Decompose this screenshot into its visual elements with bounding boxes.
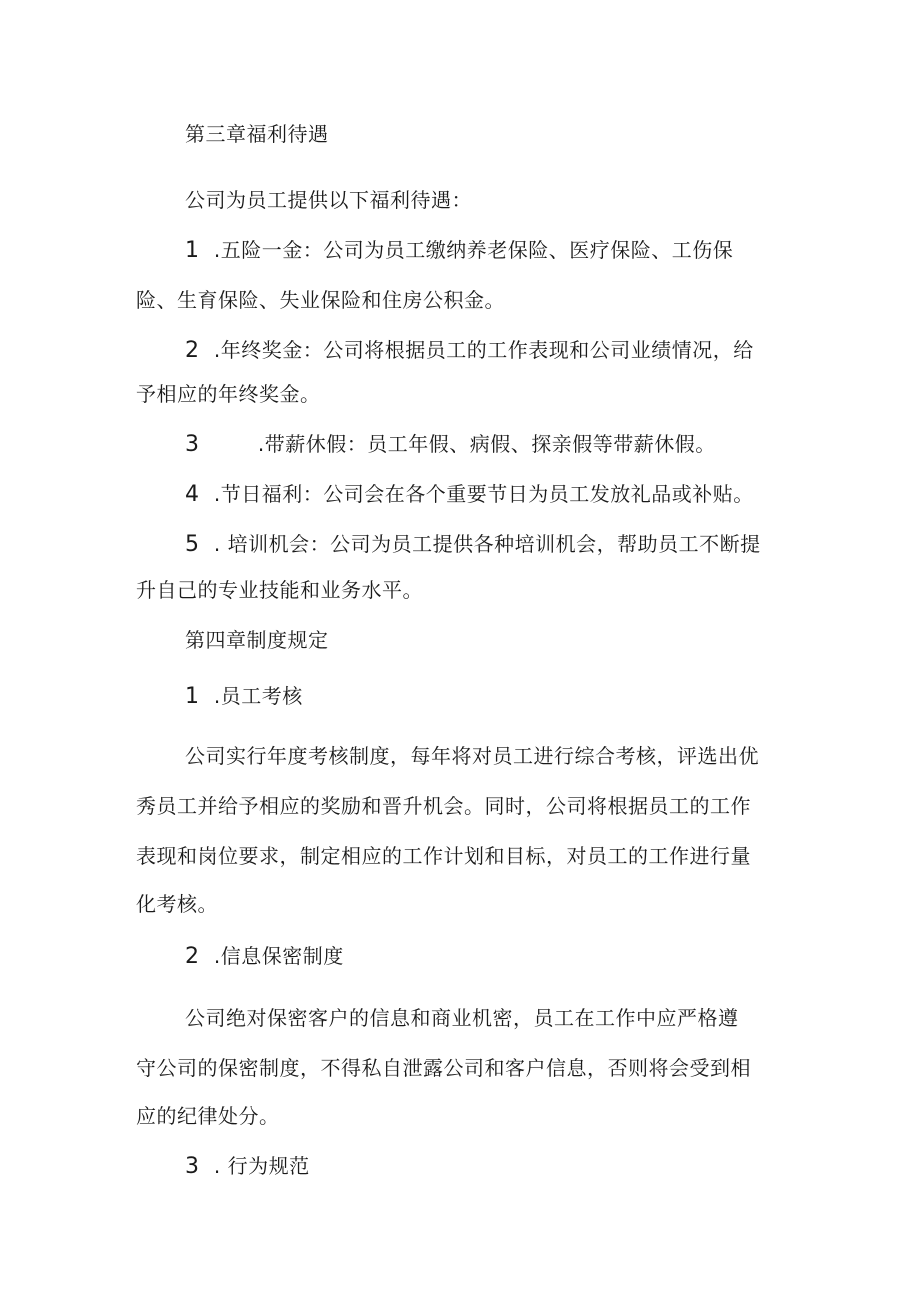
benefit-item-2-line2: 予相应的年终奖金。 [136,382,321,406]
section-3-heading [185,1152,310,1181]
section-1-para-line3: 表现和岗位要求，制定相应的工作计划和目标，对员工的工作进行量 [136,844,751,868]
item-text: .带薪休假：员工年假、病假、探亲假等带薪休假。 [257,432,716,456]
benefit-item-3-line1 [185,430,716,459]
section-number: 3 [185,1154,200,1179]
item-number: 5 [185,532,200,557]
benefit-item-5-line1 [185,530,761,559]
chapter-4-title: 第四章制度规定 [185,628,329,652]
section-2-para-line3: 应的纪律处分。 [136,1104,280,1128]
benefit-item-1-line1 [185,236,733,265]
section-2-heading [185,942,344,971]
item-number: 4 [185,482,200,507]
section-1-para-line2: 秀员工并给予相应的奖励和晋升机会。同时，公司将根据员工的工作 [136,794,751,818]
section-1-para-line4: 化考核。 [136,892,218,916]
item-number: 1 [185,238,200,263]
section-1-heading [185,682,303,711]
chapter-3-intro: 公司为员工提供以下福利待遇： [185,188,472,212]
benefit-item-5-line2: 升自己的专业技能和业务水平。 [136,578,423,602]
item-number: 3 [185,432,200,457]
section-number: 2 [185,944,200,969]
section-2-para-line2: 守公司的保密制度，不得私自泄露公司和客户信息，否则将会受到相 [136,1056,751,1080]
item-text: .五险一金：公司为员工缴纳养老保险、医疗保险、工伤保 [213,238,734,262]
item-text: .年终奖金：公司将根据员工的工作表现和公司业绩情况，给 [213,338,754,362]
section-heading-text: . 行为规范 [213,1154,310,1178]
section-number: 1 [185,684,200,709]
section-heading-text: .信息保密制度 [213,944,344,968]
section-heading-text: .员工考核 [213,684,303,708]
item-text: .节日福利：公司会在各个重要节日为员工发放礼品或补贴。 [213,482,754,506]
item-number: 2 [185,338,200,363]
section-2-para-line1: 公司绝对保密客户的信息和商业机密，员工在工作中应严格遵 [185,1006,739,1030]
section-1-para-line1: 公司实行年度考核制度，每年将对员工进行综合考核，评选出优 [185,744,759,768]
benefit-item-2-line1 [185,336,754,365]
benefit-item-1-line2: 险、生育保险、失业保险和住房公积金。 [136,288,505,312]
item-text: . 培训机会：公司为员工提供各种培训机会，帮助员工不断提 [213,532,761,556]
benefit-item-4-line1 [185,480,754,509]
chapter-3-title: 第三章福利待遇 [185,122,329,146]
